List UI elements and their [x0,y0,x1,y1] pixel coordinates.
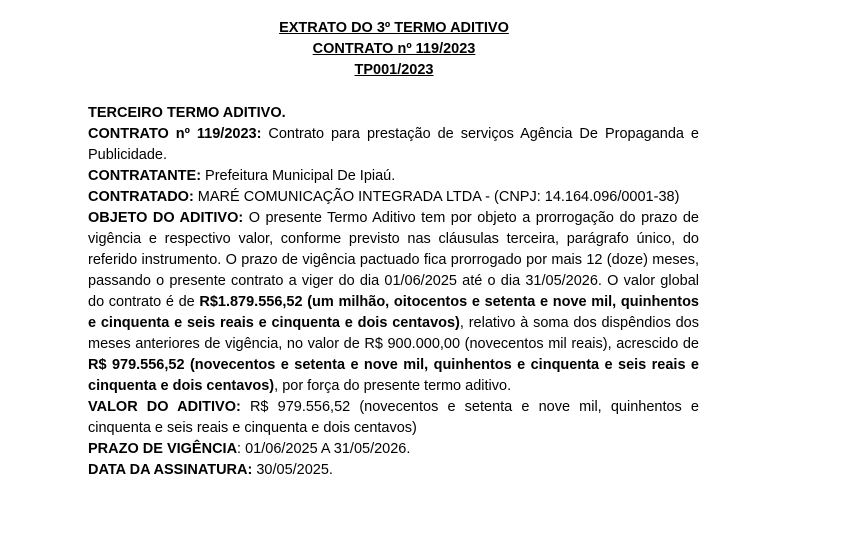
contratante-label: CONTRATANTE: [88,168,202,184]
prazo-text: : 01/06/2025 A 31/05/2026. [237,441,411,457]
contrato-label: CONTRATO nº 119/2023: [88,126,262,142]
valor-paragraph [88,397,699,439]
contrato-paragraph [88,124,699,166]
contratado-paragraph [88,187,699,208]
contratado-label: CONTRATADO: [88,189,194,205]
header-title: EXTRATO DO 3º TERMO ADITIVO [279,20,509,36]
valor-text: R$ 979.556,52 (novecentos e setenta e nove mil, quinhentos e cinquenta e seis reais e cinquenta e dois centavos) [88,399,699,436]
data-label: DATA DA ASSINATURA: [88,462,253,478]
header-process-number: TP001/2023 [354,62,434,78]
objeto-valor-global: R$1.879.556,52 (um milhão, oitocentos e setenta e nove mil, quinhentos e cinquenta e seis reais e cinquenta e dois centavos) [88,294,699,331]
data-paragraph [88,460,699,481]
objeto-text-2: , relativo à soma dos dispêndios dos meses anteriores de vigência, no valor de R$ 900.000,00 (novecentos mil reais), acrescido de [88,315,699,352]
contrato-text: Contrato para prestação de serviços Agência De Propaganda e Publicidade. [88,126,699,163]
contratado-text: MARÉ COMUNICAÇÃO INTEGRADA LTDA - (CNPJ: 14.164.096/0001-38) [193,189,680,205]
document-header [0,18,788,81]
objeto-paragraph [88,208,699,397]
objeto-label: OBJETO DO ADITIVO: [88,210,244,226]
contratante-paragraph [88,166,699,187]
objeto-valor-aditivo: R$ 979.556,52 (novecentos e setenta e nove mil, quinhentos e cinquenta e seis reais e cinquenta e dois centavos) [88,357,699,394]
objeto-text-1: O presente Termo Aditivo tem por objeto a prorrogação do prazo de vigência e respectivo valor, conforme previsto nas cláusulas terceira, parágrafo único, do referido instrumento. O prazo de vigência pactuado fica prorrogado por mais 12 (doze) meses, passando o presente contrato a viger do dia 01/06/2025 até o dia 31/05/2026. O valor global do contrato é de [88,210,699,310]
objeto-text-3: , por força do presente termo aditivo. [274,378,512,394]
data-text: 30/05/2025. [252,462,333,478]
contratante-text: Prefeitura Municipal De Ipiaú. [201,168,396,184]
prazo-label: PRAZO DE VIGÊNCIA [88,441,238,457]
prazo-paragraph [88,439,699,460]
header-contract-number: CONTRATO nº 119/2023 [312,41,476,57]
valor-label: VALOR DO ADITIVO: [88,399,241,415]
section-title: TERCEIRO TERMO ADITIVO. [88,105,286,121]
document-body [88,103,699,481]
